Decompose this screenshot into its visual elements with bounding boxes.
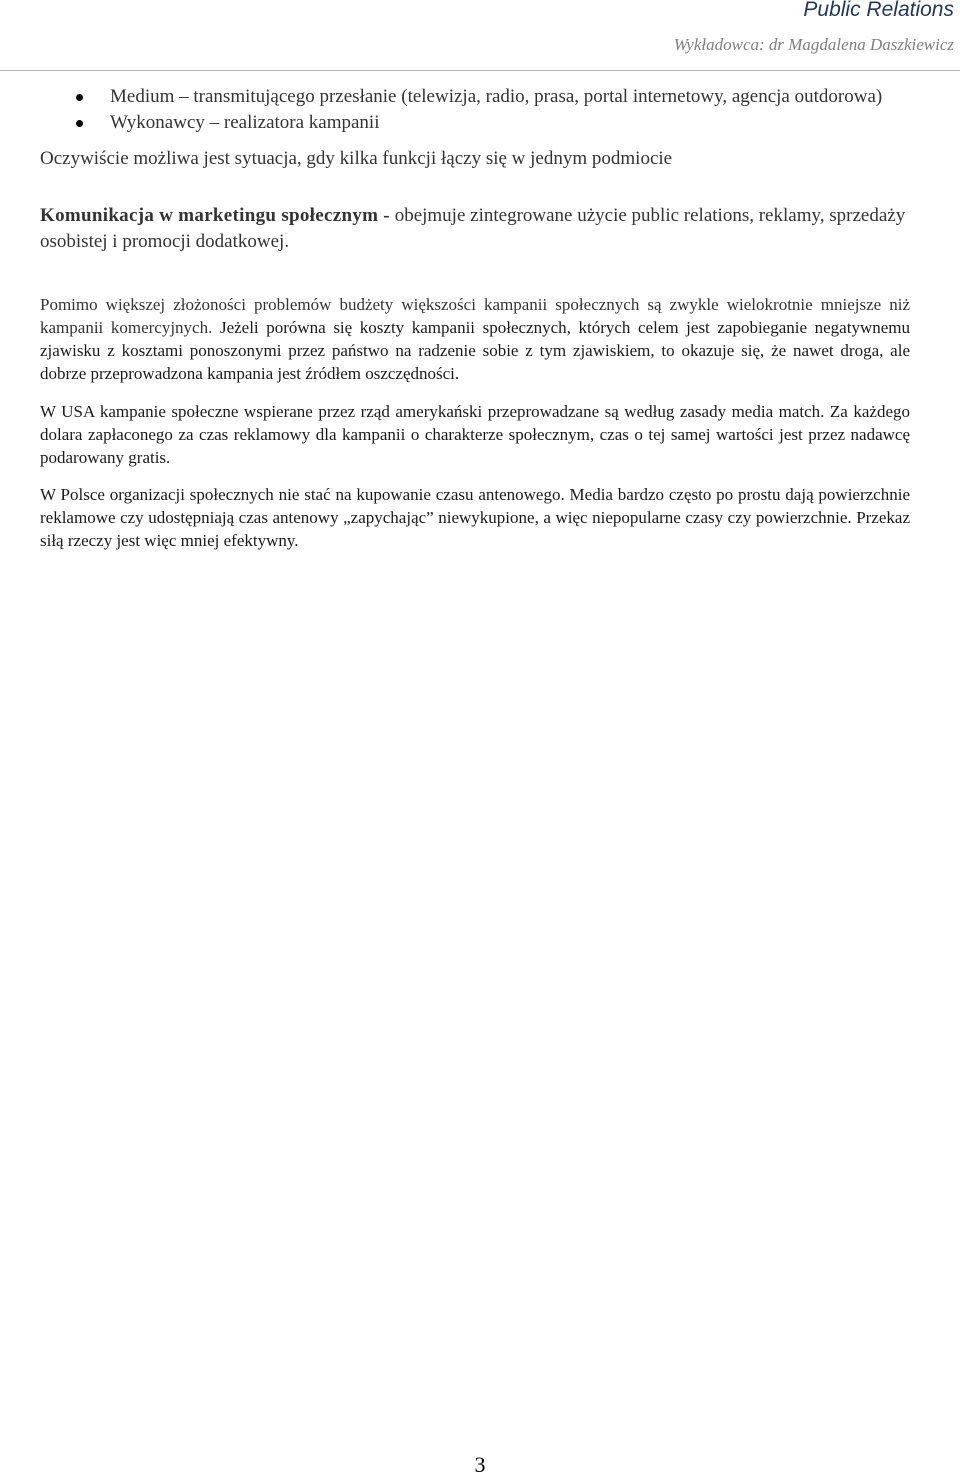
bullet-icon <box>76 120 83 127</box>
list-item-text: Wykonawcy – realizatora kampanii <box>110 112 380 133</box>
header-title: Public Relations <box>803 0 954 21</box>
paragraph-poland: W Polsce organizacji społecznych nie stać na kupowanie czasu antenowego. Media bardzo często po prostu dają powierzchnie reklamowe czy udostępniają czas antenowy „zapychając” niewykupione, a więc niepopularne czasy czy powierzchnie. Przekaz siłą rzeczy jest więc mniej efektywny. <box>40 485 910 550</box>
paragraph-social-marketing-communication <box>40 203 910 255</box>
page-number: 3 <box>474 1452 486 1477</box>
list-item <box>40 84 910 110</box>
bullet-icon <box>76 94 83 101</box>
term-definition: obejmuje zintegrowane użycie public relations, reklamy, sprzedaży osobistej i promocji dodatkowej. <box>40 205 906 252</box>
paragraph-budgets-cost: Jeżeli porówna się koszty kampanii społecznych, których celem jest zapobieganie negatywnemu zjawisku z kosztami ponoszonymi przez państwo na radzenie sobie z tym zjawiskiem, to okazuje się, że nawet droga, ale dobrze przeprowadzona kampania jest źródłem oszczędności. <box>40 318 910 383</box>
page-header <box>0 0 960 71</box>
header-subtitle: Wykładowca: dr Magdalena Daszkiewicz <box>673 35 954 54</box>
paragraph-usa-media-match: W USA kampanie społeczne wspierane przez rząd amerykański przeprowadzane są według zasady media match. Za każdego dolara zapłaconego za czas reklamowy dla kampanii o charakterze społecznym, czas o tej samej wartości jest przez nadawcę podarowany gratis. <box>40 402 910 467</box>
term-heading: Komunikacja w marketingu społecznym - <box>40 205 390 226</box>
bullet-list <box>40 84 910 136</box>
document-body <box>40 84 910 552</box>
paragraph-function-combination: Oczywiście możliwa jest sytuacja, gdy kilka funkcji łączy się w jednym podmiocie <box>40 148 673 169</box>
list-item <box>40 110 910 136</box>
paragraph-budgets <box>40 293 910 385</box>
paragraph-budgets-intro: Pomimo większej złożoności problemów budżety większości kampanii społecznych są zwykle wielokrotnie mniejsze niż kampanii komercyjnych. <box>40 295 910 337</box>
list-item-text: Medium – transmitującego przesłanie (telewizja, radio, prasa, portal internetowy, agencja outdorowa) <box>110 86 883 107</box>
